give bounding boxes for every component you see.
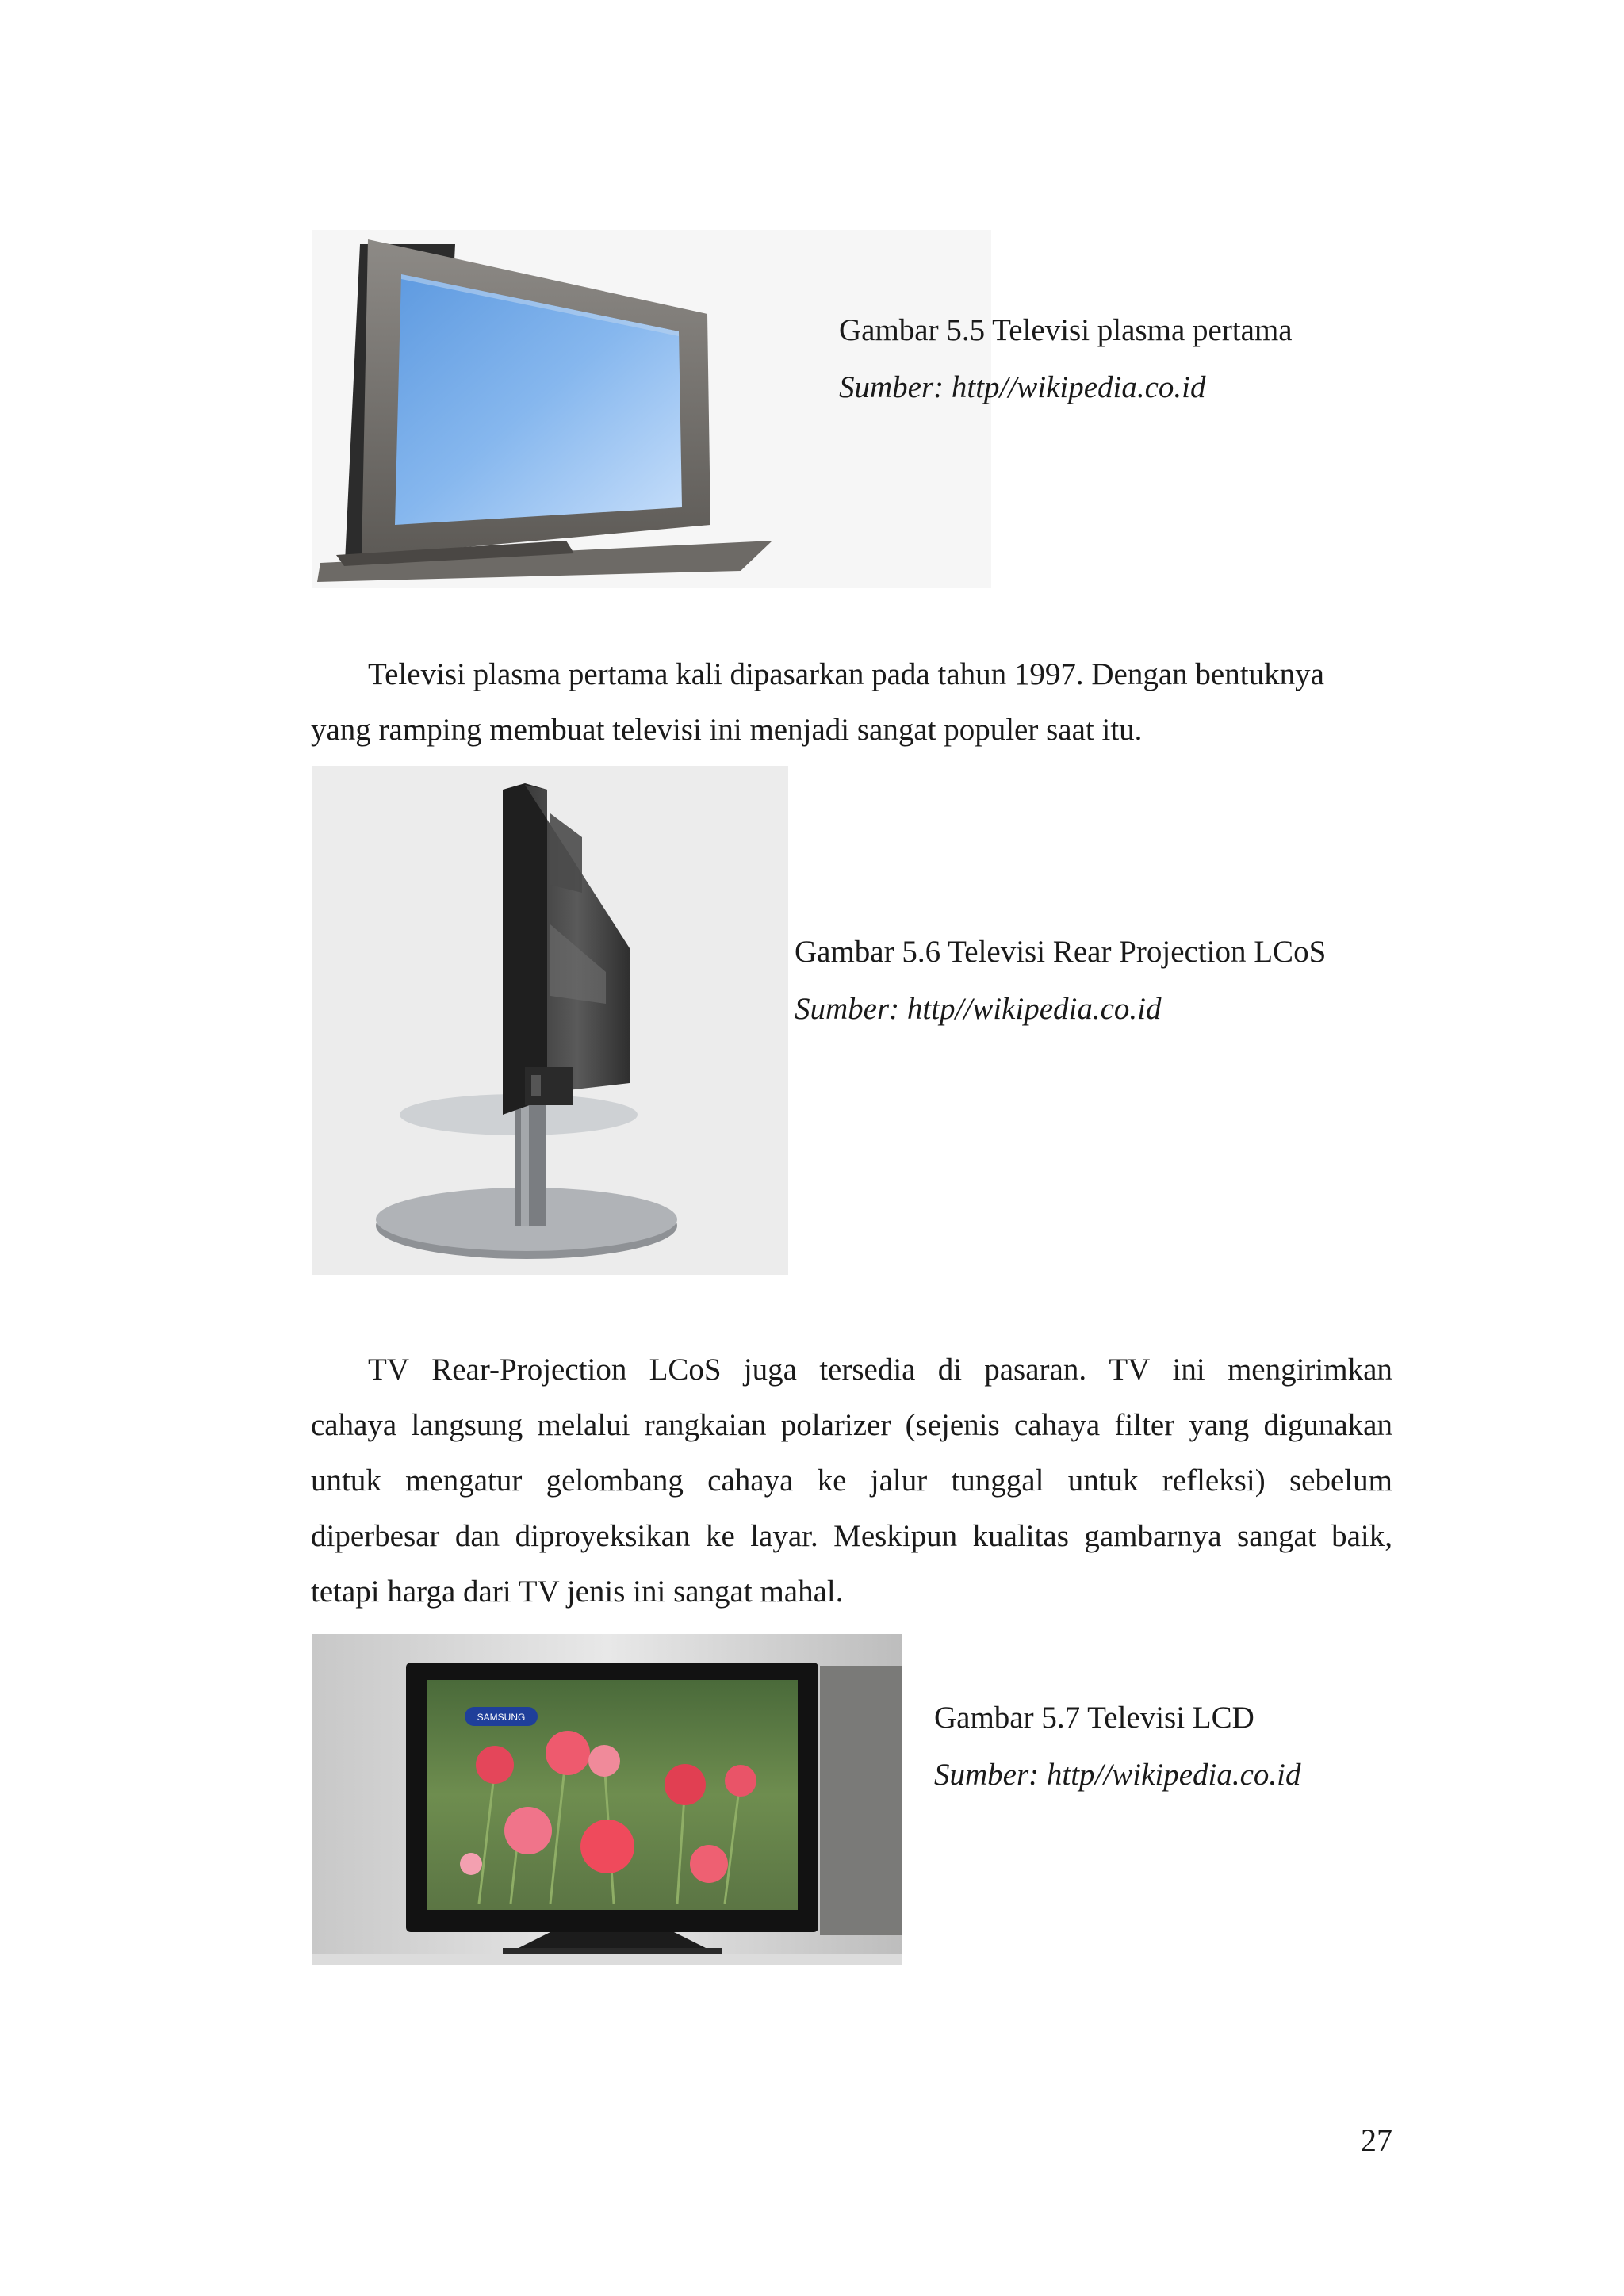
figure-rear-projection-tv-image (312, 766, 788, 1275)
word: melalui (537, 1408, 630, 1442)
word: ke (817, 1464, 847, 1498)
paragraph (311, 1342, 1392, 1620)
word: diproyeksikan (515, 1519, 691, 1553)
paragraph-line (311, 1398, 1392, 1453)
word: untuk (311, 1464, 381, 1498)
figure-lcd-tv-image (312, 1634, 902, 1965)
word: polarizer (780, 1408, 891, 1442)
word: filter (1114, 1408, 1175, 1442)
brand-logo-text: SAMSUNG (477, 1712, 526, 1723)
word: (sejenis (905, 1408, 1000, 1442)
word: gambarnya (1084, 1519, 1222, 1553)
figure-caption (934, 1689, 1301, 1804)
word: cahaya (1013, 1408, 1101, 1442)
word: layar. (750, 1519, 818, 1553)
figure-caption-source: Sumber: http//wikipedia.co.id (795, 992, 1162, 1026)
word: juga (743, 1353, 797, 1387)
word: ke (705, 1519, 735, 1553)
word: ini (1172, 1353, 1205, 1387)
paragraph (311, 647, 1392, 758)
page-number: 27 (1361, 2122, 1392, 2158)
figure-caption (795, 924, 1326, 1038)
word: cahaya (311, 1408, 397, 1442)
figure-caption-title: Gambar 5.7 Televisi LCD (934, 1701, 1254, 1735)
word: Meskipun (833, 1519, 958, 1553)
figure-caption-title: Gambar 5.5 Televisi plasma pertama (839, 313, 1293, 347)
figure-caption-title: Gambar 5.6 Televisi Rear Projection LCoS (795, 935, 1327, 969)
word: baik, (1331, 1519, 1392, 1553)
word: tunggal (951, 1464, 1044, 1498)
word: mengatur (405, 1464, 523, 1498)
word: diperbesar (311, 1519, 440, 1553)
word: di (937, 1353, 963, 1387)
paragraph-line (311, 1509, 1392, 1564)
word: digunakan (1263, 1408, 1392, 1442)
paragraph-line (311, 1342, 1392, 1398)
figure-caption-source: Sumber: http//wikipedia.co.id (839, 370, 1206, 404)
paragraph-line (311, 1453, 1392, 1509)
word: cahaya (707, 1464, 794, 1498)
word: langsung (411, 1408, 523, 1442)
figure-caption (839, 302, 1293, 416)
word: sangat (1237, 1519, 1316, 1553)
paragraph-line: Televisi plasma pertama kali dipasarkan pada tahun 1997. Dengan bentuknya (368, 657, 1324, 691)
word: sebelum (1289, 1464, 1392, 1498)
word: pasaran. (984, 1353, 1087, 1387)
figure-caption-source: Sumber: http//wikipedia.co.id (934, 1758, 1301, 1792)
word: TV (368, 1353, 409, 1387)
word: tersedia (819, 1353, 916, 1387)
word: dan (454, 1519, 500, 1553)
word: refleksi) (1162, 1464, 1266, 1498)
word: yang (1189, 1408, 1250, 1442)
word: jalur (870, 1464, 928, 1498)
word: untuk (1067, 1464, 1139, 1498)
paragraph-line: yang ramping membuat televisi ini menjadi sangat populer saat itu. (311, 713, 1143, 747)
word: LCoS (649, 1353, 722, 1387)
word: TV (1109, 1353, 1151, 1387)
word: rangkaian (644, 1408, 767, 1442)
word: mengirimkan (1227, 1353, 1392, 1387)
paragraph-line: tetapi harga dari TV jenis ini sangat mahal. (311, 1575, 844, 1609)
word: Rear-Projection (431, 1353, 627, 1387)
word: gelombang (546, 1464, 684, 1498)
word: kualitas (972, 1519, 1069, 1553)
